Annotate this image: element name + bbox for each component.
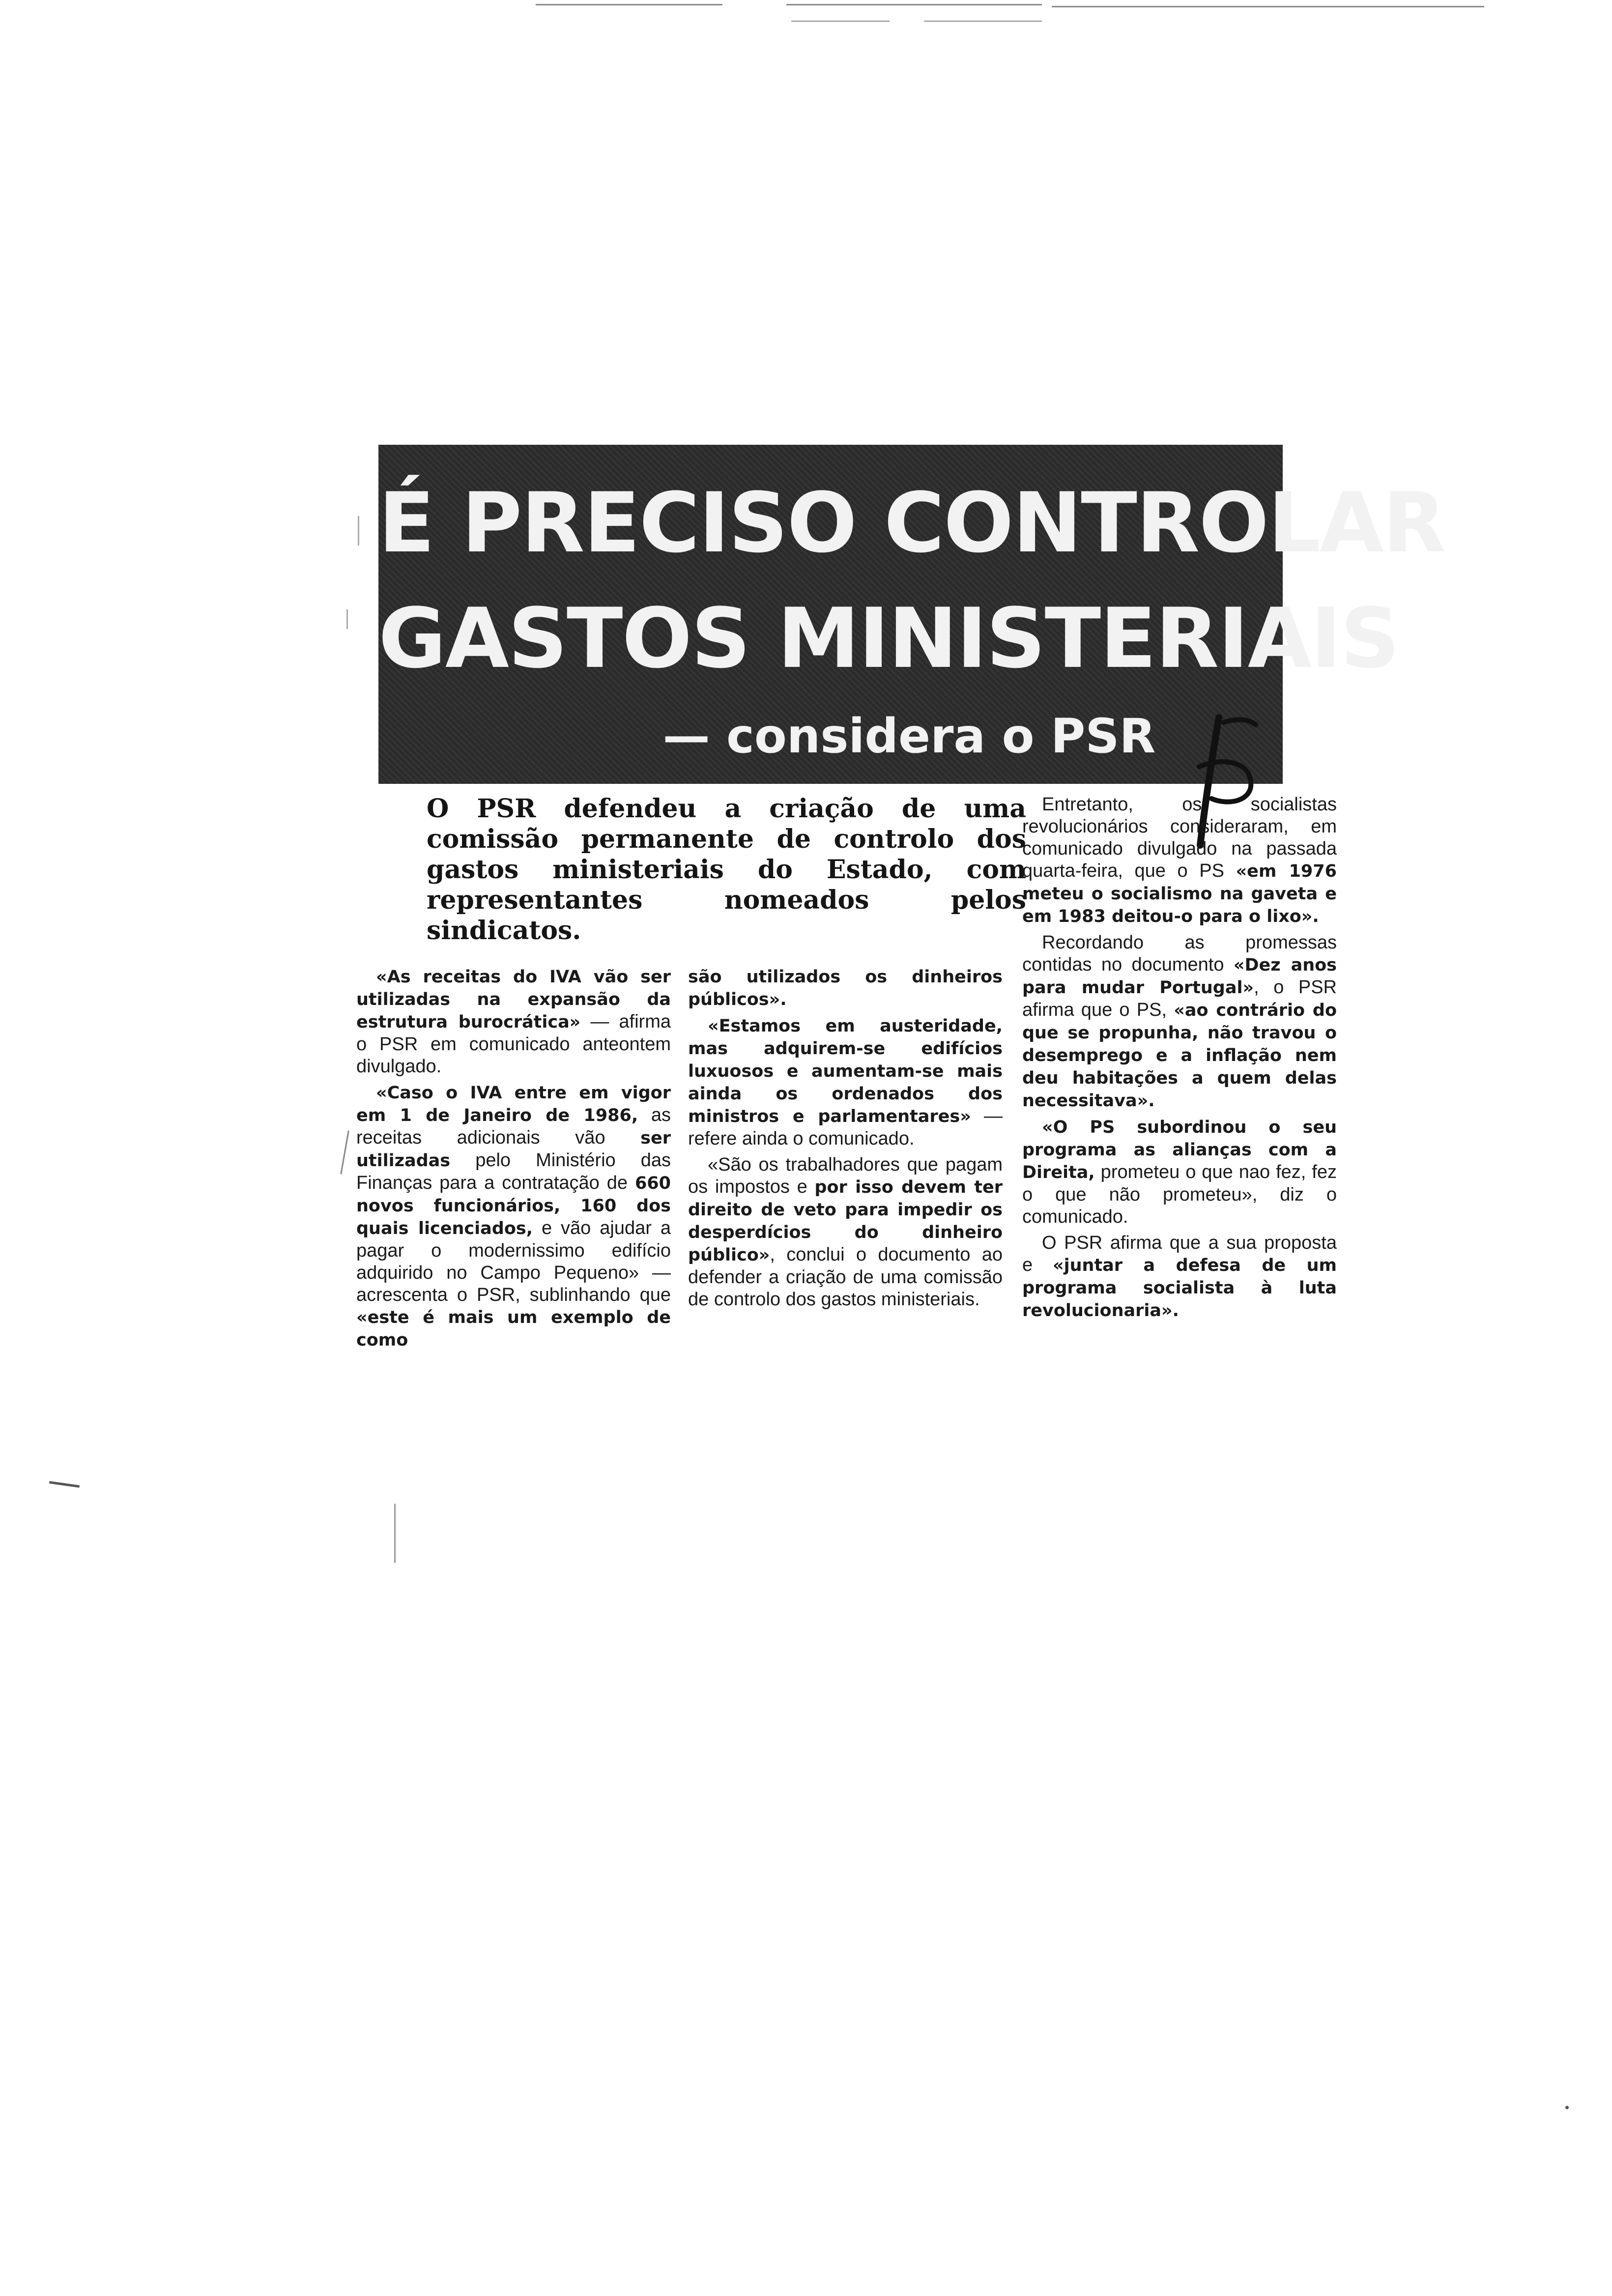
text: — acrescenta o PSR, sublinhando que (356, 1263, 671, 1305)
paragraph (1022, 794, 1337, 928)
stray-mark (49, 1481, 80, 1488)
article-column-1 (356, 966, 671, 1355)
stray-mark (358, 516, 359, 545)
scan-line (786, 4, 1042, 5)
bold-quote: «este é mais um exemplo de como (356, 1308, 671, 1350)
paragraph (688, 966, 1003, 1011)
stray-mark (394, 1504, 396, 1563)
text: , conclui o documento ao defender a criação de uma comissão de controlo dos gastos ministeriais. (688, 1244, 1003, 1310)
bold-quote: por isso devem ter direito de veto para impedir os desperdícios do dinheiro público» (688, 1177, 1003, 1265)
bold-quote: «juntar a defesa de um programa socialista à luta revolucionaria». (1022, 1256, 1337, 1320)
text: , diz o comunicado. (1022, 1184, 1337, 1227)
bold-quote: «Caso o IVA entre em vigor em 1 de Janeiro de 1986, (356, 1083, 671, 1125)
text: prometeu o que nao fez, fez o que não prometeu» (1022, 1162, 1337, 1205)
bold-quote: «ao contrário do que se propunha, não travou o desemprego e a inflação nem deu habitações a quem delas necessitava». (1022, 1001, 1337, 1111)
text: — afirma o PSR em comunicado anteontem divulgado. (356, 1011, 671, 1077)
bold-quote: ser utilizadas (356, 1128, 671, 1171)
text: pelo Ministério das Finanças para a contratação de (356, 1150, 671, 1193)
bold-quote: «O PS subordinou o seu programa as alianças com a Direita, (1022, 1118, 1337, 1182)
scan-line (1052, 6, 1484, 7)
bold-quote: «As receitas do IVA vão ser utilizadas na expansão da estrutura burocrática» (356, 967, 671, 1032)
article-column-2 (688, 966, 1003, 1315)
text: O PSR afirma que a sua proposta e (1022, 1233, 1337, 1275)
bold-quote: «Dez anos para mudar Portugal» (1022, 955, 1337, 998)
scan-line (924, 21, 1042, 22)
paragraph (688, 1015, 1003, 1150)
stray-mark (340, 1130, 349, 1174)
headline-line-1: É PRECISO CONTROLAR (378, 475, 1445, 571)
bold-quote: «em 1976 meteu o socialismo na gaveta e em 1983 deitou-o para o lixo». (1022, 861, 1337, 926)
paragraph (1022, 1232, 1337, 1322)
text: e vão ajudar a pagar o modernissimo edifício adquirido no Campo Pequeno» (356, 1218, 671, 1283)
article-column-3 (1022, 794, 1337, 1326)
paragraph (356, 1082, 671, 1351)
headline-line-2: GASTOS MINISTERIAIS (378, 590, 1399, 687)
text: «São os trabalhadores que pagam os impostos e (688, 1154, 1003, 1197)
headline-subtitle: — considera o PSR (662, 709, 1156, 764)
text: Entretanto, os socialistas revolucionários consideraram, em comunicado divulgado na passada quarta-feira, que o PS (1022, 794, 1337, 881)
paragraph (688, 1154, 1003, 1311)
text: — refere ainda o comunicado. (688, 1106, 1003, 1149)
stray-mark (1565, 2106, 1569, 2109)
lead-paragraph: O PSR defendeu a criação de uma comissão permanente de controlo dos gastos ministeriais do Estado, com representantes nomeados pelos sindicatos. (427, 794, 1026, 946)
paragraph (356, 966, 671, 1078)
scan-line (536, 4, 722, 5)
scan-line (791, 21, 890, 22)
bold-quote: 660 novos funcionários, 160 dos quais licenciados, (356, 1174, 671, 1238)
text: , o PSR afirma que o PS, (1022, 977, 1337, 1020)
text: as receitas adicionais vão (356, 1105, 671, 1148)
text: Recordando as promessas contidas no documento (1022, 932, 1337, 975)
bold-quote: são utilizados os dinheiros públicos». (688, 967, 1003, 1009)
paragraph (1022, 932, 1337, 1112)
stray-mark (346, 609, 348, 629)
paragraph (1022, 1116, 1337, 1228)
bold-quote: «Estamos em austeridade, mas adquirem-se edifícios luxuosos e aumentam-se mais ainda os ordenados dos ministros e parlamentares» (688, 1016, 1003, 1126)
